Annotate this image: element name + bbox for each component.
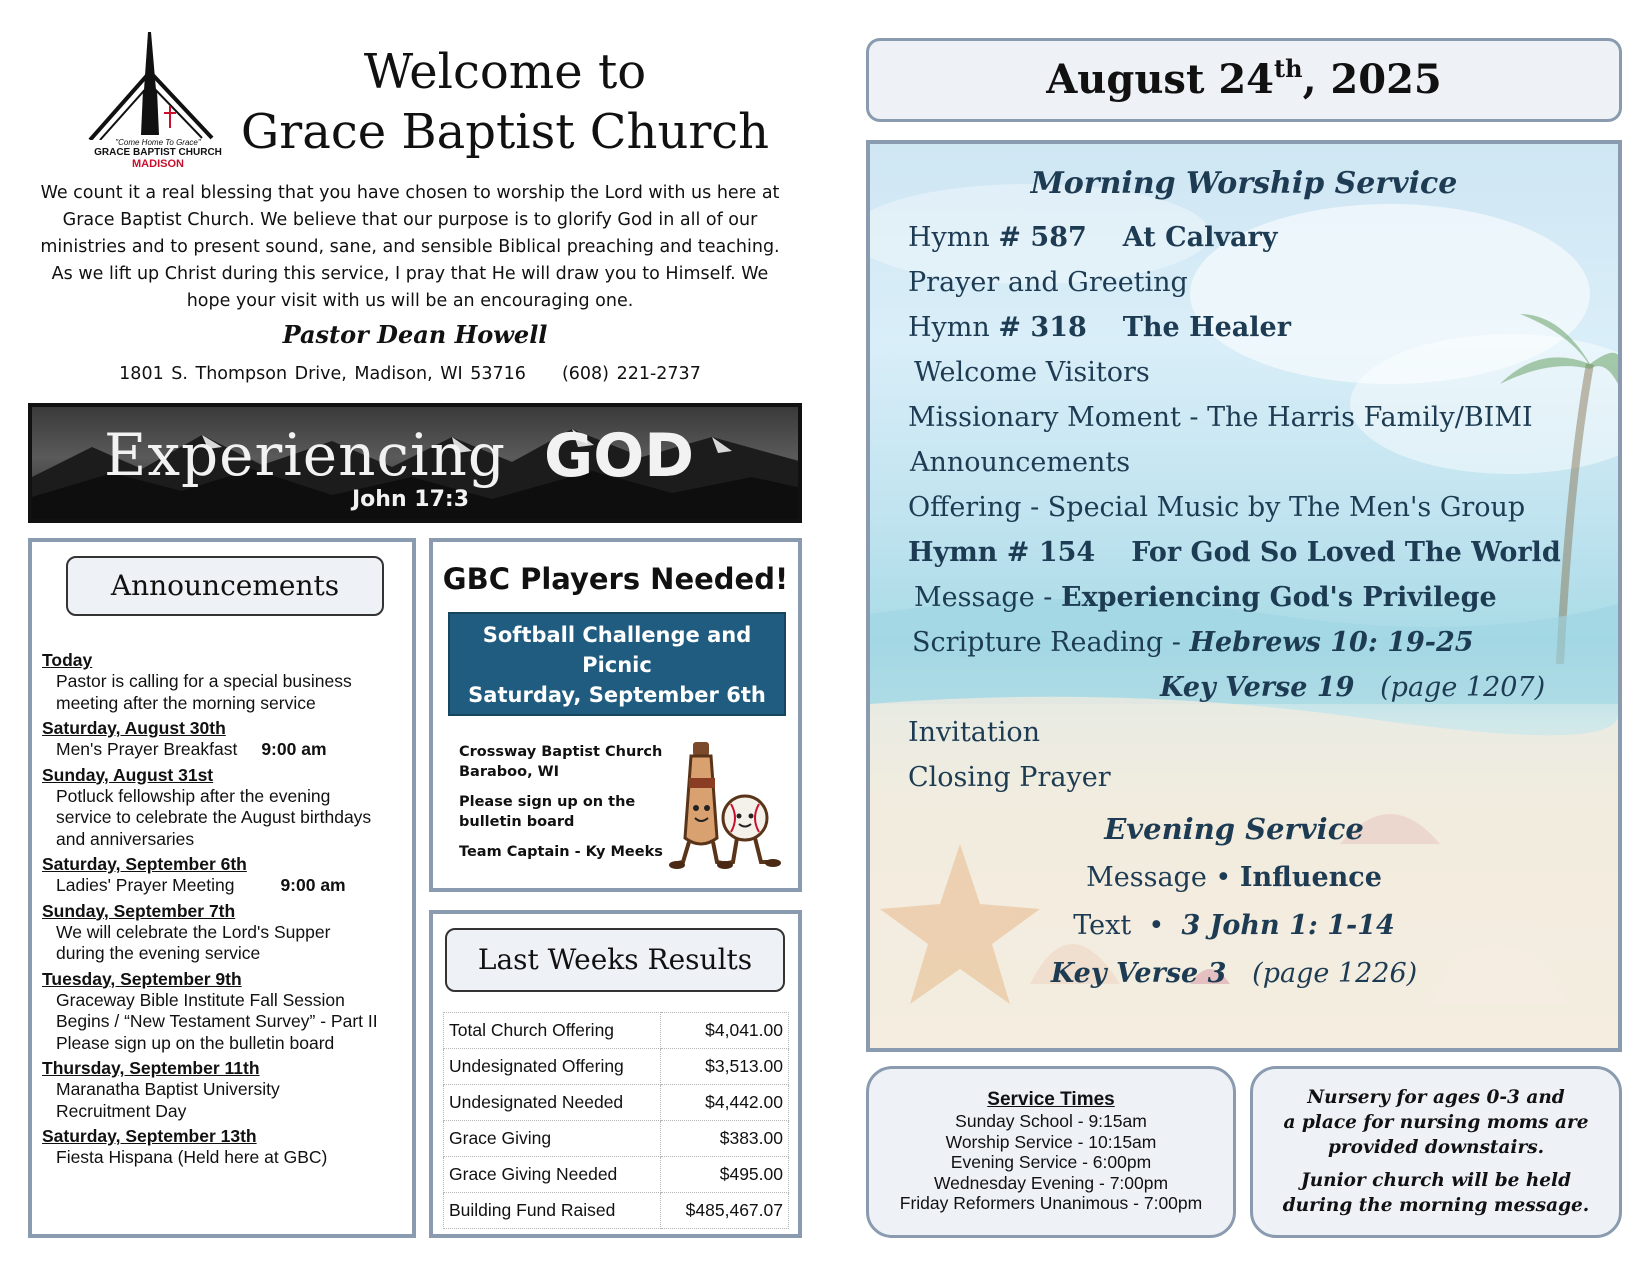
announcement-line: We will celebrate the Lord's Supper [56, 921, 331, 942]
announcement-item [42, 969, 412, 1055]
church-contact [60, 364, 760, 384]
announcement-line: Fiesta Hispana (Held here at GBC) [56, 1147, 328, 1167]
hymn-number: # 318 [998, 312, 1087, 343]
event-city: Baraboo, WI [459, 764, 560, 780]
announcement-line: and anniversaries [56, 828, 195, 849]
service-time-item: Sunday School - 9:15am [955, 1111, 1147, 1131]
service-time-item: Friday Reformers Unanimous - 7:00pm [899, 1193, 1203, 1213]
result-label: Undesignated Needed [444, 1085, 661, 1121]
order-item-scripture [912, 627, 1474, 658]
result-value: $495.00 [661, 1157, 789, 1193]
announcement-item [42, 718, 412, 761]
announcement-line: Recruitment Day [56, 1100, 187, 1121]
service-time-item: Worship Service - 10:15am [945, 1131, 1157, 1152]
table-row [444, 1193, 789, 1229]
result-value: $3,513.00 [661, 1049, 789, 1085]
hymn-label: Hymn [908, 222, 990, 253]
service-times-title: Service Times [987, 1089, 1115, 1110]
pastor-signature: Pastor Dean Howell [282, 320, 548, 349]
announcement-time: 9:00 am [261, 739, 327, 759]
table-row [444, 1085, 789, 1121]
result-value: $4,442.00 [661, 1085, 789, 1121]
result-label: Building Fund Raised [444, 1193, 661, 1229]
result-label: Grace Giving [444, 1121, 661, 1157]
logo-city: MADISON [132, 158, 184, 170]
order-item-closing-prayer: Closing Prayer [908, 762, 1111, 793]
key-verse: Key Verse 3 [1050, 958, 1227, 989]
result-value: $4,041.00 [661, 1013, 789, 1049]
announcement-date: Saturday, August 30th [42, 718, 226, 738]
text-label: Text [1073, 910, 1132, 941]
nursery-line: Nursery for ages 0-3 and [1307, 1087, 1565, 1108]
result-value: $485,467.07 [661, 1193, 789, 1229]
event-details [459, 742, 669, 872]
signup-note-2: bulletin board [459, 814, 575, 830]
signup-note: Please sign up on the [459, 794, 636, 810]
announcement-line: Begins / “New Testament Survey” - Part II [56, 1011, 378, 1031]
order-item-hymn-587 [908, 222, 1277, 253]
key-verse: Key Verse 19 [1160, 672, 1355, 703]
evening-text: Text • 3 John 1: 1-14 [1073, 910, 1395, 941]
results-title: Last Weeks Results [445, 928, 785, 992]
bulletin-date [866, 38, 1622, 122]
message-label: Message - [914, 582, 1061, 613]
announcement-date: Sunday, September 7th [42, 900, 236, 921]
logo-name: GRACE BAPTIST CHURCH [94, 147, 222, 158]
order-item-prayer: Prayer and Greeting [908, 267, 1188, 298]
results-table [443, 1012, 789, 1229]
text-reference: 3 John 1: 1-14 [1181, 910, 1395, 941]
announcement-item [42, 765, 412, 851]
event-name: Softball Challenge and Picnic [482, 623, 752, 677]
date-suffix: th [1274, 54, 1303, 83]
announcement-date: Saturday, September 13th [42, 1126, 257, 1146]
junior-church-line: during the morning message. [1282, 1195, 1590, 1216]
message-title: Influence [1239, 862, 1382, 893]
banner-verse: John 17:3 [352, 487, 470, 512]
bat-and-ball-mascot-icon [669, 738, 781, 872]
softball-event-box [448, 612, 786, 737]
last-weeks-results-panel [429, 910, 802, 1238]
hymn-number: Hymn # 154 [908, 537, 1096, 568]
order-item-hymn-154 [908, 537, 1561, 568]
order-item-offering: Offering - Special Music by The Men's Group [908, 492, 1526, 523]
announcement-item [42, 650, 412, 714]
date-month-day: August 24 [1046, 56, 1275, 103]
announcement-line: Maranatha Baptist University [56, 1079, 280, 1099]
announcement-date: Today [42, 650, 93, 670]
hymn-title: The Healer [1122, 312, 1291, 343]
order-item-message [914, 582, 1497, 613]
banner-word-experiencing: Experiencing [104, 421, 506, 489]
service-time-item: Wednesday Evening - 7:00pm [933, 1172, 1169, 1193]
key-verse-page: (page 1226) [1252, 958, 1418, 989]
sermon-series-banner [28, 403, 802, 523]
table-row [444, 1013, 789, 1049]
announcement-line: Graceway Bible Institute Fall Session [56, 989, 345, 1010]
hymn-number: # 587 [998, 222, 1087, 253]
order-item-invitation: Invitation [908, 717, 1041, 748]
order-item-missionary: Missionary Moment - The Harris Family/BIMI [908, 402, 1533, 433]
announcement-item [42, 854, 412, 897]
announcement-date: Saturday, September 6th [42, 854, 247, 874]
table-row [444, 1121, 789, 1157]
announcement-line: service to celebrate the August birthdays [56, 807, 372, 827]
service-times-panel [866, 1066, 1236, 1238]
message-label: Message [1086, 862, 1207, 893]
event-location: Crossway Baptist Church [459, 744, 663, 760]
morning-service-title: Morning Worship Service [1030, 166, 1458, 201]
announcement-line: during the evening service [56, 943, 261, 963]
table-row [444, 1157, 789, 1193]
players-needed-panel [429, 538, 802, 892]
announcement-time: 9:00 am [280, 875, 346, 895]
banner-word-god: GOD [544, 421, 695, 491]
evening-message: Message • Influence [1086, 862, 1382, 893]
nursery-line: a place for nursing moms are [1283, 1112, 1589, 1133]
result-value: $383.00 [661, 1121, 789, 1157]
church-logo [88, 30, 228, 170]
table-row [444, 1049, 789, 1085]
announcement-date: Tuesday, September 9th [42, 968, 242, 989]
nursery-line: provided downstairs. [1327, 1137, 1545, 1158]
result-label: Grace Giving Needed [444, 1157, 661, 1193]
date-year: , 2025 [1302, 56, 1442, 103]
announcement-line: Pastor is calling for a special business [56, 671, 352, 691]
church-address: 1801 S. Thompson Drive, Madison, WI 53716 [119, 364, 526, 384]
hymn-title: For God So Loved The World [1131, 537, 1561, 568]
announcements-list [42, 650, 412, 1173]
result-label: Undesignated Offering [444, 1049, 661, 1085]
order-of-service-panel [866, 140, 1622, 1052]
hymn-label: Hymn [908, 312, 990, 343]
evening-key-verse [866, 958, 1608, 989]
welcome-line2: Grace Baptist Church [240, 104, 770, 160]
announcement-line [42, 875, 412, 897]
announcement-date: Thursday, September 11th [42, 1058, 260, 1078]
welcome-heading [240, 42, 770, 162]
service-time-item: Evening Service - 6:00pm [950, 1152, 1152, 1172]
junior-church-line: Junior church will be held [1300, 1170, 1572, 1191]
logo-tagline: "Come Home To Grace" [115, 138, 201, 147]
announcement-item [42, 1126, 412, 1169]
announcement-text: Ladies' Prayer Meeting [56, 875, 235, 895]
announcement-item [42, 901, 412, 965]
order-item-welcome-visitors: Welcome Visitors [914, 357, 1150, 388]
result-label: Total Church Offering [444, 1013, 661, 1049]
announcements-panel [28, 538, 416, 1238]
message-title: Experiencing God's Privilege [1060, 582, 1497, 613]
announcement-line: Please sign up on the bulletin board [56, 1032, 335, 1053]
order-item-announcements: Announcements [910, 447, 1131, 478]
team-captain: Team Captain - Ky Meeks [459, 844, 663, 860]
evening-service-title: Evening Service [1104, 812, 1364, 846]
event-date: Saturday, September 6th [468, 683, 766, 707]
steeple-icon [88, 30, 228, 140]
nursery-panel [1250, 1066, 1622, 1238]
order-item-key-verse [1160, 672, 1545, 703]
announcement-text: Men's Prayer Breakfast [56, 739, 238, 759]
welcome-intro: We count it a real blessing that you have chosen to worship the Lord with us here at Grace Baptist Church. We believe that our purpose is to glorify God in all of our ministries and to present sound, sane, and sensible Biblical preaching and teaching. As we lift up Christ during this service, I pray that He will draw you to Himself. We hope your visit with us will be an encouraging one. [40, 183, 780, 311]
announcement-line: Potluck fellowship after the evening [56, 785, 331, 806]
event-time: 10:00 am [561, 713, 673, 737]
players-title: GBC Players Needed! [442, 562, 789, 596]
hymn-title: At Calvary [1122, 222, 1278, 253]
announcement-date: Sunday, August 31st [42, 764, 214, 785]
scripture-label: Scripture Reading - [912, 627, 1190, 658]
announcement-line [42, 739, 412, 761]
announcement-line: meeting after the morning service [56, 692, 316, 713]
announcement-item [42, 1058, 412, 1122]
announcements-title: Announcements [66, 556, 384, 616]
key-verse-page: (page 1207) [1380, 672, 1546, 703]
church-phone: (608) 221-2737 [561, 364, 701, 384]
welcome-line1: Welcome to [363, 44, 647, 100]
scripture-reference: Hebrews 10: 19-25 [1189, 627, 1474, 658]
order-item-hymn-318 [908, 312, 1291, 343]
